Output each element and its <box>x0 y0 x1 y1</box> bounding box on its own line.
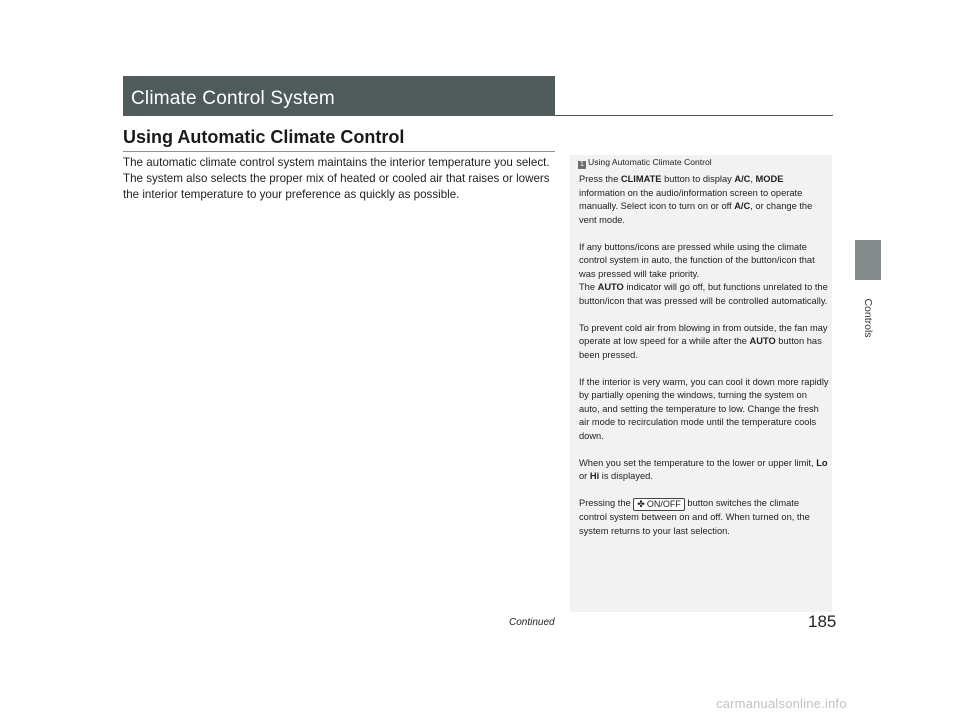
chapter-title: Climate Control System <box>131 88 335 109</box>
text: , or change the vent mode. <box>579 201 813 225</box>
ac-label: A/C <box>734 174 751 184</box>
on-off-label: ON/OFF <box>646 499 681 509</box>
fan-icon: ✤ <box>637 499 645 509</box>
note-heading-text: Using Automatic Climate Control <box>588 157 712 167</box>
text: indicator will go off, but functions unrelated to the button/icon that was pressed will be controlled automatically. <box>579 282 828 306</box>
reference-bullet-icon: 1 <box>578 161 586 169</box>
ac-label: A/C <box>734 201 751 211</box>
text: is displayed. <box>599 471 653 481</box>
note-body <box>579 173 829 552</box>
text: The <box>579 282 598 292</box>
note-paragraph-1 <box>579 173 829 227</box>
text: If any buttons/icons are pressed while using the climate control system in auto, the function of the button/icon that was pressed will take priority. <box>579 241 815 279</box>
mode-label: MODE <box>755 174 784 184</box>
note-paragraph-4: If the interior is very warm, you can cool it down more rapidly by partially opening the windows, turning the system on auto, and setting the temperature to low. Change the fresh air mode to recirculation mode until the temperature cools down. <box>579 376 829 441</box>
text: , <box>750 174 756 184</box>
section-rule <box>123 151 555 152</box>
text: or <box>579 471 590 481</box>
hi-label: Hi <box>589 471 600 481</box>
note-paragraph-2 <box>579 241 829 309</box>
intro-paragraph: The automatic climate control system maintains the interior temperature you select. The system also selects the proper mix of heated or cooled air that raises or lowers the interior temperature to your preference as quickly as possible. <box>123 156 550 201</box>
on-off-button-chip <box>633 498 685 511</box>
watermark: carmanualsonline.info <box>716 696 847 711</box>
lo-label: Lo <box>816 457 828 468</box>
climate-label: CLIMATE <box>620 174 662 184</box>
text: To prevent cold air from blowing in from outside, the fan may operate at low speed for a while after the <box>579 322 828 346</box>
continued-label: Continued <box>509 617 555 628</box>
chapter-side-tab <box>855 240 881 280</box>
note-heading <box>578 157 712 169</box>
text: information on the audio/information screen to operate manually. Select icon to turn on or off <box>579 187 803 211</box>
text: button switches the climate control system between on and off. When turned on, the system returns to your last selection. <box>579 498 810 536</box>
text: button has been pressed. <box>579 336 822 360</box>
note-paragraph-3 <box>579 322 829 363</box>
text: button to display <box>661 174 735 184</box>
auto-label: AUTO <box>749 336 776 346</box>
auto-label: AUTO <box>597 282 624 292</box>
text: Pressing the <box>579 498 634 508</box>
header-rule <box>555 115 833 116</box>
text: Press the <box>579 174 621 184</box>
text: When you set the temperature to the lower or upper limit, <box>579 457 817 468</box>
note-paragraph-5 <box>579 457 829 484</box>
page-number: 185 <box>808 612 837 631</box>
note-paragraph-6 <box>579 497 829 538</box>
section-title: Using Automatic Climate Control <box>123 127 405 147</box>
side-tab-label: Controls <box>862 298 874 338</box>
